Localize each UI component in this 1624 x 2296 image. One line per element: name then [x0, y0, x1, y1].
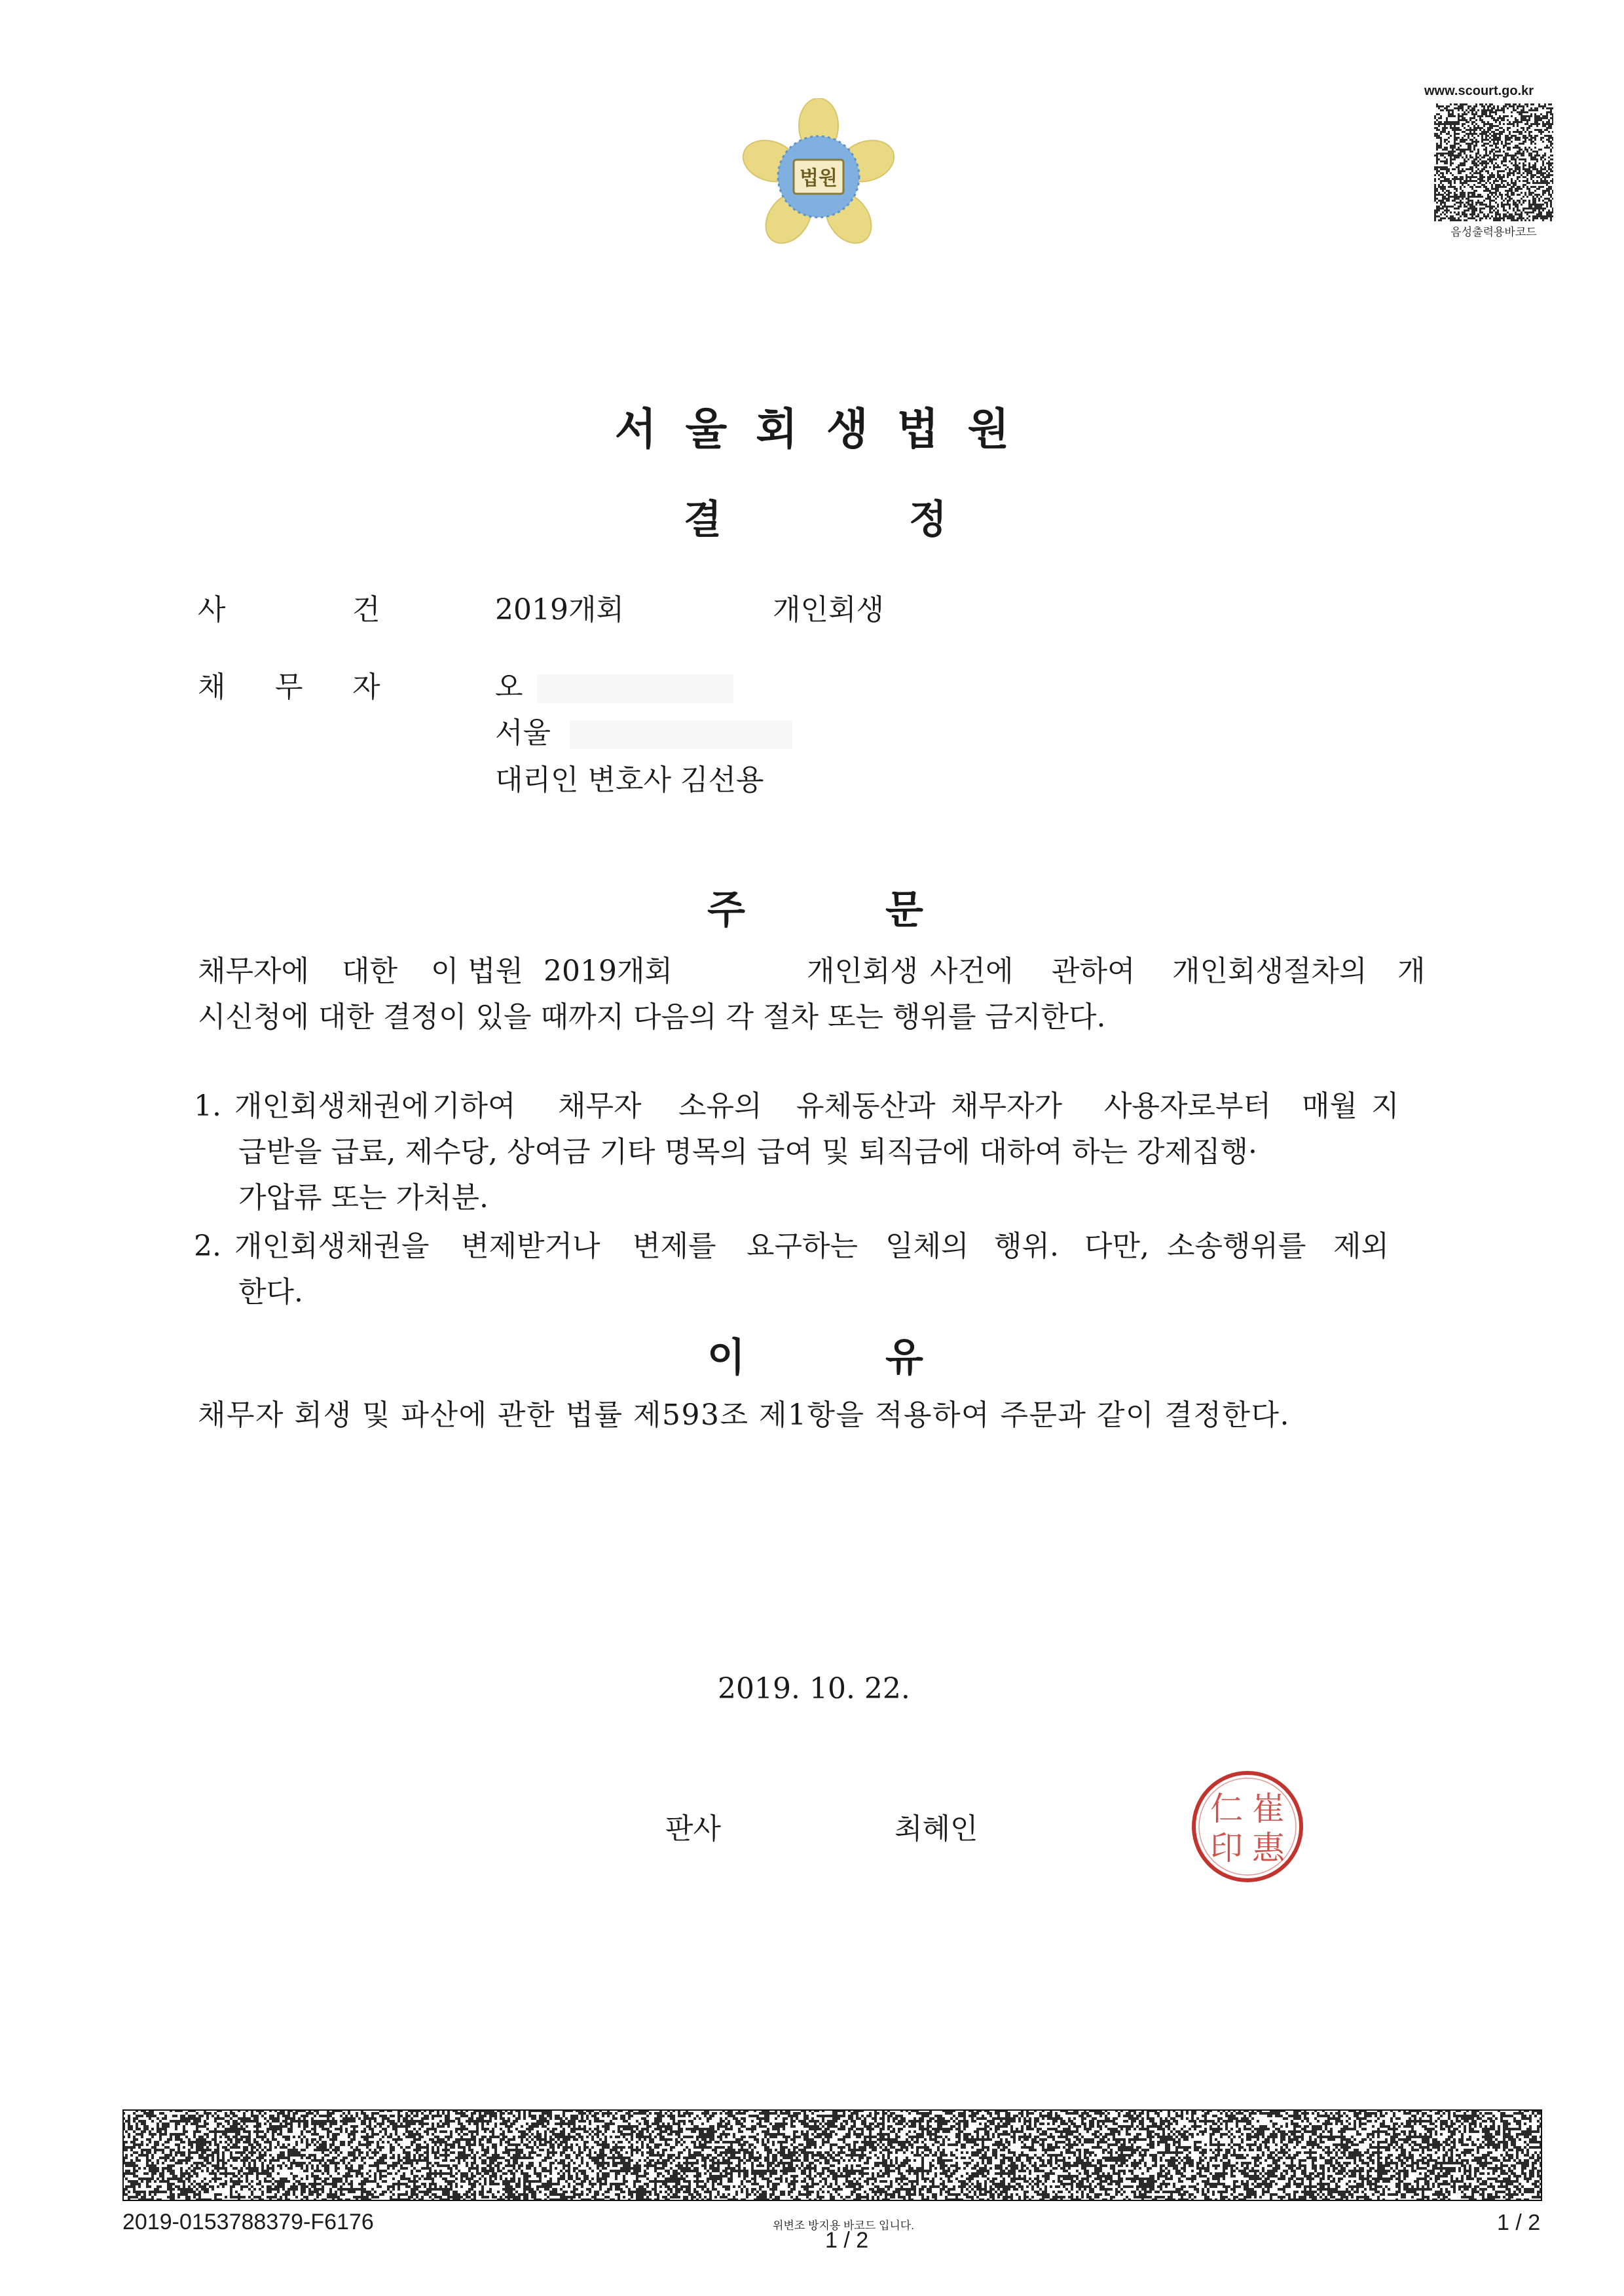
- debtor-address: 서울: [495, 716, 551, 750]
- order-item-1-word: 매월: [1302, 1089, 1358, 1123]
- redacted-area: [570, 720, 792, 749]
- order-item-2-word: 제외: [1333, 1230, 1390, 1263]
- order-item-1-word: 사용자로부터: [1104, 1089, 1272, 1123]
- order-intro-word: 채무자에: [198, 955, 310, 988]
- seal-char: 崔: [1252, 1790, 1285, 1828]
- court-name: 서울회생법원: [614, 403, 1039, 454]
- judge-title: 판사: [665, 1812, 722, 1846]
- anti-forgery-barcode: [122, 2109, 1542, 2201]
- order-item-2-word: 행위.: [994, 1230, 1059, 1263]
- seal-char: 惠: [1252, 1829, 1285, 1867]
- decision-date: 2019. 10. 22.: [718, 1672, 910, 1705]
- order-intro-word: 이: [431, 955, 459, 988]
- debtor-label-char-3: 자: [352, 670, 380, 704]
- order-item-2-word: 2.: [194, 1230, 221, 1263]
- order-intro-word: 사건에: [930, 955, 1014, 988]
- reason-heading-char-2: 유: [885, 1335, 923, 1381]
- order-item-1-line-2: 급받을 급료, 제수당, 상여금 기타 명목의 급여 및 퇴직금에 대하여 하는 강제집행·: [238, 1135, 1257, 1169]
- order-intro-word: 대한: [342, 955, 398, 988]
- order-item-1-word: 1.: [194, 1089, 221, 1123]
- order-item-1-word: 지: [1371, 1089, 1399, 1123]
- debtor-name: 오: [495, 670, 523, 704]
- order-item-2-word: 소송행위를: [1167, 1230, 1306, 1263]
- order-item-1-word: 개인회생채권에: [234, 1089, 430, 1123]
- order-intro-word: 개인회생절차의: [1172, 955, 1367, 988]
- order-item-2-word: 변제받거나: [461, 1230, 600, 1263]
- order-intro-word: 관하여: [1052, 955, 1135, 988]
- case-type: 개인회생: [773, 593, 885, 627]
- order-item-2-line-2: 한다.: [238, 1275, 303, 1309]
- order-item-1-word: 채무자: [558, 1089, 642, 1123]
- order-item-1-word: 소유의: [678, 1089, 762, 1123]
- judge-seal-icon: [1189, 1768, 1306, 1886]
- debtor-label-char-2: 무: [275, 670, 303, 704]
- order-item-1-word: 채무자가: [951, 1089, 1063, 1123]
- order-item-1-word: 기하여: [432, 1089, 516, 1123]
- judge-name: 최혜인: [895, 1812, 978, 1846]
- redacted-area: [537, 674, 733, 703]
- order-item-1-word: 유체동산과: [796, 1089, 936, 1123]
- order-item-2-word: 변제를: [633, 1230, 716, 1263]
- court-emblem-icon: [740, 98, 897, 255]
- case-label-char-1: 사: [198, 593, 226, 627]
- order-intro-word: 개인회생: [807, 955, 919, 988]
- barcode-caption: 음성출력용바코드: [1450, 226, 1537, 238]
- case-label-char-2: 건: [352, 593, 380, 627]
- page-number-right: 1 / 2: [1497, 2210, 1541, 2235]
- order-item-2-word: 요구하는: [747, 1230, 858, 1263]
- order-item-2-word: 개인회생채권을: [234, 1230, 430, 1263]
- order-intro-word: 법원: [468, 955, 524, 988]
- order-intro-word: 개: [1397, 955, 1426, 988]
- page-number-center: 1 / 2: [825, 2228, 869, 2253]
- seal-char: 印: [1210, 1829, 1243, 1867]
- doc-type-char-1: 결: [684, 497, 722, 543]
- barcode-note: 위변조 방지용 바코드 입니다.: [773, 2219, 914, 2232]
- court-url: www.scourt.go.kr: [1424, 84, 1534, 98]
- seal-char: 仁: [1210, 1790, 1243, 1828]
- voice-output-barcode: [1434, 103, 1553, 221]
- emblem-text: 법원: [800, 167, 838, 190]
- order-item-1-line-3: 가압류 또는 가처분.: [238, 1181, 489, 1214]
- order-item-2-word: 다만,: [1084, 1230, 1149, 1263]
- order-intro-word: 2019개회: [544, 955, 673, 988]
- debtor-agent: 대리인 변호사 김선용: [495, 763, 764, 797]
- order-intro-line-2: 시신청에 대한 결정이 있을 때까지 다음의 각 절차 또는 행위를 금지한다.: [198, 1000, 1106, 1034]
- doc-type-char-2: 정: [909, 497, 947, 543]
- order-heading-char-2: 문: [885, 887, 923, 933]
- order-heading-char-1: 주: [707, 887, 745, 933]
- order-item-2-word: 일체의: [885, 1230, 969, 1263]
- reason-heading-char-1: 이: [707, 1335, 745, 1381]
- document-id: 2019-0153788379-F6176: [122, 2210, 374, 2234]
- reason-text: 채무자 회생 및 파산에 관한 법률 제593조 제1항을 적용하여 주문과 같이 결정한다.: [198, 1398, 1290, 1432]
- case-number: 2019개회: [495, 593, 624, 627]
- debtor-label-char-1: 채: [198, 670, 226, 704]
